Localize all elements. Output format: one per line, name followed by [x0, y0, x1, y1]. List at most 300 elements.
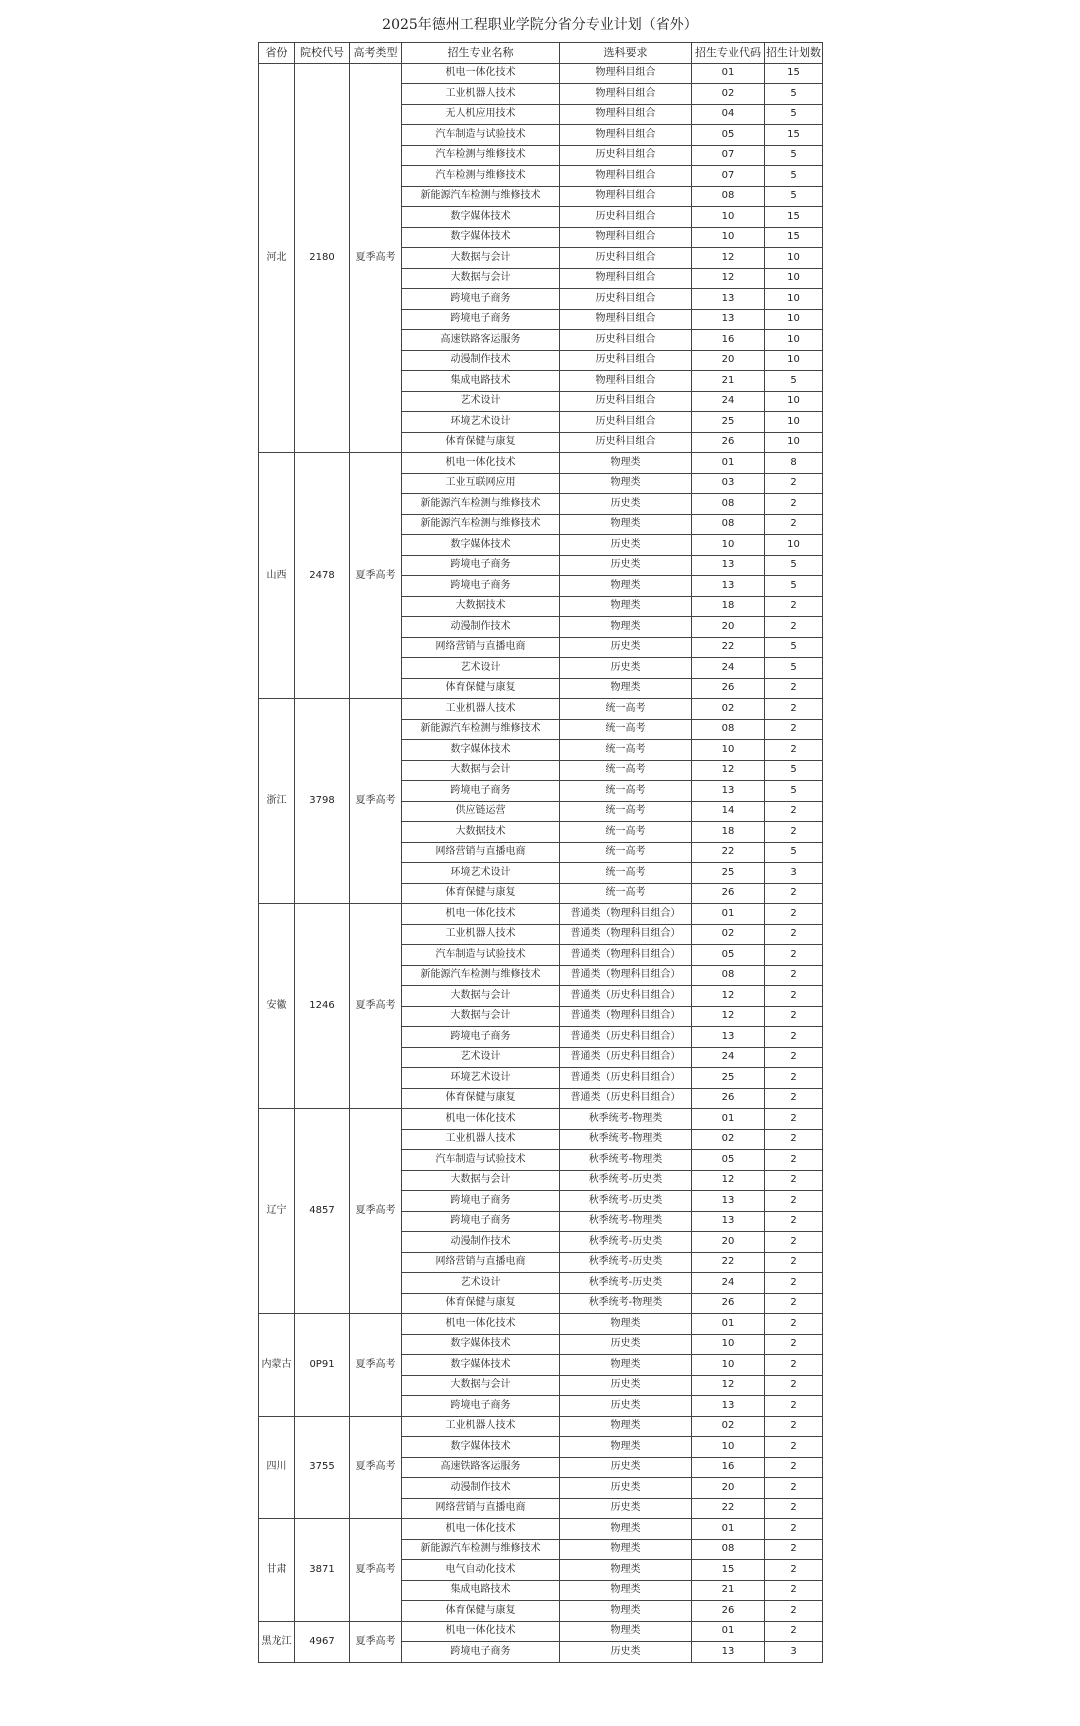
subject-requirement-cell: 统一高考 — [560, 883, 692, 904]
plan-count-cell: 2 — [765, 924, 823, 945]
table-row — [259, 904, 823, 925]
province-cell: 内蒙古 — [259, 1314, 295, 1417]
major-name-cell: 高速铁路客运服务 — [402, 330, 560, 351]
major-code-cell: 13 — [692, 1027, 765, 1048]
major-code-cell: 02 — [692, 699, 765, 720]
header-school-code: 院校代号 — [295, 43, 350, 64]
major-code-cell: 13 — [692, 576, 765, 597]
subject-requirement-cell: 物理科目组合 — [560, 371, 692, 392]
subject-requirement-cell: 历史科目组合 — [560, 207, 692, 228]
major-code-cell: 24 — [692, 391, 765, 412]
major-code-cell: 13 — [692, 309, 765, 330]
major-name-cell: 体育保健与康复 — [402, 1088, 560, 1109]
subject-requirement-cell: 统一高考 — [560, 801, 692, 822]
exam-type-cell: 夏季高考 — [350, 63, 402, 453]
subject-requirement-cell: 统一高考 — [560, 781, 692, 802]
school-code-cell: 4857 — [295, 1109, 350, 1314]
subject-requirement-cell: 历史类 — [560, 1334, 692, 1355]
plan-count-cell: 2 — [765, 719, 823, 740]
table-row — [259, 1621, 823, 1642]
major-code-cell: 05 — [692, 125, 765, 146]
school-code-cell: 2478 — [295, 453, 350, 699]
school-code-cell: 1246 — [295, 904, 350, 1109]
header-row — [259, 43, 823, 64]
table-row — [259, 453, 823, 474]
major-code-cell: 24 — [692, 1047, 765, 1068]
subject-requirement-cell: 物理科目组合 — [560, 186, 692, 207]
plan-count-cell: 2 — [765, 699, 823, 720]
subject-requirement-cell: 物理科目组合 — [560, 84, 692, 105]
subject-requirement-cell: 物理类 — [560, 576, 692, 597]
subject-requirement-cell: 物理类 — [560, 1519, 692, 1540]
major-name-cell: 跨境电子商务 — [402, 289, 560, 310]
subject-requirement-cell: 物理类 — [560, 1580, 692, 1601]
plan-count-cell: 2 — [765, 1601, 823, 1622]
major-name-cell: 大数据与会计 — [402, 986, 560, 1007]
subject-requirement-cell: 普通类（历史科目组合） — [560, 986, 692, 1007]
major-code-cell: 26 — [692, 1293, 765, 1314]
major-code-cell: 25 — [692, 412, 765, 433]
major-code-cell: 13 — [692, 781, 765, 802]
major-code-cell: 02 — [692, 84, 765, 105]
table-row — [259, 1109, 823, 1130]
major-name-cell: 动漫制作技术 — [402, 617, 560, 638]
plan-count-cell: 2 — [765, 1621, 823, 1642]
plan-count-cell: 2 — [765, 1006, 823, 1027]
major-name-cell: 跨境电子商务 — [402, 1191, 560, 1212]
plan-count-cell: 2 — [765, 1539, 823, 1560]
subject-requirement-cell: 统一高考 — [560, 719, 692, 740]
subject-requirement-cell: 历史科目组合 — [560, 350, 692, 371]
major-code-cell: 20 — [692, 1478, 765, 1499]
major-name-cell: 体育保健与康复 — [402, 432, 560, 453]
major-name-cell: 新能源汽车检测与维修技术 — [402, 186, 560, 207]
major-code-cell: 16 — [692, 1457, 765, 1478]
header-exam-type: 高考类型 — [350, 43, 402, 64]
plan-count-cell: 5 — [765, 637, 823, 658]
plan-count-cell: 2 — [765, 1580, 823, 1601]
major-name-cell: 动漫制作技术 — [402, 1478, 560, 1499]
major-code-cell: 08 — [692, 186, 765, 207]
subject-requirement-cell: 秋季统考-物理类 — [560, 1150, 692, 1171]
major-code-cell: 13 — [692, 1396, 765, 1417]
plan-count-cell: 15 — [765, 207, 823, 228]
major-name-cell: 数字媒体技术 — [402, 1334, 560, 1355]
subject-requirement-cell: 历史科目组合 — [560, 248, 692, 269]
plan-count-cell: 10 — [765, 330, 823, 351]
major-name-cell: 机电一体化技术 — [402, 63, 560, 84]
major-name-cell: 大数据技术 — [402, 596, 560, 617]
major-code-cell: 10 — [692, 227, 765, 248]
major-code-cell: 12 — [692, 268, 765, 289]
plan-count-cell: 2 — [765, 1457, 823, 1478]
major-code-cell: 08 — [692, 719, 765, 740]
major-code-cell: 12 — [692, 1006, 765, 1027]
subject-requirement-cell: 秋季统考-历史类 — [560, 1170, 692, 1191]
plan-count-cell: 2 — [765, 1560, 823, 1581]
plan-count-cell: 5 — [765, 84, 823, 105]
plan-count-cell: 2 — [765, 822, 823, 843]
subject-requirement-cell: 历史类 — [560, 1642, 692, 1663]
major-name-cell: 数字媒体技术 — [402, 535, 560, 556]
major-name-cell: 供应链运营 — [402, 801, 560, 822]
plan-count-cell: 8 — [765, 453, 823, 474]
major-code-cell: 13 — [692, 289, 765, 310]
plan-count-cell: 2 — [765, 1129, 823, 1150]
plan-count-cell: 2 — [765, 1396, 823, 1417]
major-code-cell: 16 — [692, 330, 765, 351]
exam-type-cell: 夏季高考 — [350, 1109, 402, 1314]
subject-requirement-cell: 物理科目组合 — [560, 125, 692, 146]
major-code-cell: 12 — [692, 986, 765, 1007]
plan-count-cell: 2 — [765, 617, 823, 638]
major-code-cell: 01 — [692, 1314, 765, 1335]
major-code-cell: 01 — [692, 904, 765, 925]
subject-requirement-cell: 普通类（历史科目组合） — [560, 1047, 692, 1068]
major-name-cell: 机电一体化技术 — [402, 1314, 560, 1335]
plan-count-cell: 2 — [765, 1232, 823, 1253]
plan-count-cell: 2 — [765, 904, 823, 925]
school-code-cell: 0P91 — [295, 1314, 350, 1417]
subject-requirement-cell: 历史类 — [560, 1457, 692, 1478]
subject-requirement-cell: 秋季统考-历史类 — [560, 1252, 692, 1273]
plan-count-cell: 2 — [765, 965, 823, 986]
plan-count-cell: 2 — [765, 1088, 823, 1109]
subject-requirement-cell: 历史科目组合 — [560, 432, 692, 453]
major-name-cell: 无人机应用技术 — [402, 104, 560, 125]
subject-requirement-cell: 历史类 — [560, 494, 692, 515]
subject-requirement-cell: 物理类 — [560, 1621, 692, 1642]
subject-requirement-cell: 普通类（历史科目组合） — [560, 1027, 692, 1048]
plan-count-cell: 5 — [765, 576, 823, 597]
subject-requirement-cell: 物理类 — [560, 1314, 692, 1335]
subject-requirement-cell: 统一高考 — [560, 863, 692, 884]
major-name-cell: 数字媒体技术 — [402, 1437, 560, 1458]
major-name-cell: 跨境电子商务 — [402, 555, 560, 576]
plan-count-cell: 10 — [765, 350, 823, 371]
province-cell: 辽宁 — [259, 1109, 295, 1314]
major-code-cell: 20 — [692, 350, 765, 371]
major-code-cell: 13 — [692, 1642, 765, 1663]
major-name-cell: 机电一体化技术 — [402, 1109, 560, 1130]
plan-count-cell: 10 — [765, 412, 823, 433]
exam-type-cell: 夏季高考 — [350, 453, 402, 699]
major-name-cell: 大数据与会计 — [402, 1006, 560, 1027]
exam-type-cell: 夏季高考 — [350, 1519, 402, 1622]
major-name-cell: 汽车制造与试验技术 — [402, 1150, 560, 1171]
exam-type-cell: 夏季高考 — [350, 904, 402, 1109]
major-code-cell: 10 — [692, 1437, 765, 1458]
plan-count-cell: 10 — [765, 535, 823, 556]
major-name-cell: 环境艺术设计 — [402, 412, 560, 433]
major-code-cell: 25 — [692, 863, 765, 884]
plan-count-cell: 15 — [765, 63, 823, 84]
plan-count-cell: 2 — [765, 1191, 823, 1212]
major-name-cell: 工业机器人技术 — [402, 1416, 560, 1437]
school-code-cell: 3798 — [295, 699, 350, 904]
major-code-cell: 15 — [692, 1560, 765, 1581]
major-code-cell: 14 — [692, 801, 765, 822]
plan-count-cell: 2 — [765, 1252, 823, 1273]
subject-requirement-cell: 普通类（物理科目组合） — [560, 1006, 692, 1027]
major-code-cell: 20 — [692, 1232, 765, 1253]
major-name-cell: 动漫制作技术 — [402, 1232, 560, 1253]
subject-requirement-cell: 物理科目组合 — [560, 309, 692, 330]
major-name-cell: 汽车检测与维修技术 — [402, 145, 560, 166]
header-province: 省份 — [259, 43, 295, 64]
plan-count-cell: 5 — [765, 371, 823, 392]
major-code-cell: 22 — [692, 637, 765, 658]
subject-requirement-cell: 历史科目组合 — [560, 289, 692, 310]
subject-requirement-cell: 物理类 — [560, 1560, 692, 1581]
major-code-cell: 24 — [692, 1273, 765, 1294]
major-code-cell: 25 — [692, 1068, 765, 1089]
subject-requirement-cell: 历史科目组合 — [560, 391, 692, 412]
plan-count-cell: 2 — [765, 1334, 823, 1355]
plan-count-cell: 2 — [765, 1150, 823, 1171]
plan-count-cell: 2 — [765, 986, 823, 1007]
header-major-code: 招生专业代码 — [692, 43, 765, 64]
major-code-cell: 02 — [692, 1416, 765, 1437]
plan-count-cell: 5 — [765, 781, 823, 802]
major-code-cell: 22 — [692, 1252, 765, 1273]
subject-requirement-cell: 秋季统考-历史类 — [560, 1273, 692, 1294]
major-name-cell: 大数据与会计 — [402, 268, 560, 289]
table-row — [259, 1314, 823, 1335]
major-name-cell: 新能源汽车检测与维修技术 — [402, 965, 560, 986]
major-name-cell: 大数据与会计 — [402, 1170, 560, 1191]
major-name-cell: 跨境电子商务 — [402, 309, 560, 330]
subject-requirement-cell: 物理科目组合 — [560, 227, 692, 248]
major-code-cell: 26 — [692, 1601, 765, 1622]
major-name-cell: 机电一体化技术 — [402, 1621, 560, 1642]
province-cell: 黑龙江 — [259, 1621, 295, 1662]
plan-count-cell: 2 — [765, 1478, 823, 1499]
major-name-cell: 集成电路技术 — [402, 1580, 560, 1601]
major-code-cell: 21 — [692, 1580, 765, 1601]
major-name-cell: 大数据技术 — [402, 822, 560, 843]
plan-count-cell: 2 — [765, 1355, 823, 1376]
major-code-cell: 13 — [692, 1191, 765, 1212]
major-code-cell: 02 — [692, 1129, 765, 1150]
plan-count-cell: 5 — [765, 104, 823, 125]
plan-count-cell: 3 — [765, 863, 823, 884]
school-code-cell: 2180 — [295, 63, 350, 453]
header-subject-requirement: 选科要求 — [560, 43, 692, 64]
table-row — [259, 63, 823, 84]
major-name-cell: 高速铁路客运服务 — [402, 1457, 560, 1478]
table-row — [259, 699, 823, 720]
exam-type-cell: 夏季高考 — [350, 1621, 402, 1662]
header-plan-count: 招生计划数 — [765, 43, 823, 64]
subject-requirement-cell: 物理类 — [560, 453, 692, 474]
subject-requirement-cell: 历史类 — [560, 637, 692, 658]
province-cell: 甘肃 — [259, 1519, 295, 1622]
subject-requirement-cell: 历史科目组合 — [560, 412, 692, 433]
plan-count-cell: 2 — [765, 740, 823, 761]
major-name-cell: 跨境电子商务 — [402, 781, 560, 802]
major-code-cell: 08 — [692, 965, 765, 986]
major-code-cell: 26 — [692, 432, 765, 453]
major-name-cell: 大数据与会计 — [402, 1375, 560, 1396]
subject-requirement-cell: 历史类 — [560, 555, 692, 576]
plan-count-cell: 2 — [765, 494, 823, 515]
major-name-cell: 体育保健与康复 — [402, 1601, 560, 1622]
major-name-cell: 大数据与会计 — [402, 760, 560, 781]
major-code-cell: 01 — [692, 453, 765, 474]
document-title: 2025年德州工程职业学院分省分专业计划（省外） — [382, 17, 698, 33]
major-code-cell: 13 — [692, 555, 765, 576]
major-code-cell: 05 — [692, 1150, 765, 1171]
plan-count-cell: 10 — [765, 289, 823, 310]
major-code-cell: 01 — [692, 1109, 765, 1130]
exam-type-cell: 夏季高考 — [350, 1416, 402, 1519]
plan-count-cell: 2 — [765, 945, 823, 966]
major-name-cell: 跨境电子商务 — [402, 1396, 560, 1417]
major-code-cell: 07 — [692, 145, 765, 166]
major-code-cell: 10 — [692, 207, 765, 228]
major-name-cell: 跨境电子商务 — [402, 1211, 560, 1232]
subject-requirement-cell: 秋季统考-物理类 — [560, 1129, 692, 1150]
header-major-name: 招生专业名称 — [402, 43, 560, 64]
major-code-cell: 18 — [692, 822, 765, 843]
major-code-cell: 26 — [692, 883, 765, 904]
major-code-cell: 26 — [692, 1088, 765, 1109]
plan-count-cell: 2 — [765, 1498, 823, 1519]
major-name-cell: 数字媒体技术 — [402, 1355, 560, 1376]
major-code-cell: 12 — [692, 760, 765, 781]
major-code-cell: 08 — [692, 1539, 765, 1560]
subject-requirement-cell: 普通类（物理科目组合） — [560, 924, 692, 945]
subject-requirement-cell: 普通类（物理科目组合） — [560, 945, 692, 966]
table-row — [259, 1519, 823, 1540]
enrollment-plan-table — [258, 42, 823, 1663]
exam-type-cell: 夏季高考 — [350, 1314, 402, 1417]
major-code-cell: 22 — [692, 842, 765, 863]
plan-count-cell: 2 — [765, 473, 823, 494]
major-name-cell: 网络营销与直播电商 — [402, 1252, 560, 1273]
school-code-cell: 4967 — [295, 1621, 350, 1662]
province-cell: 河北 — [259, 63, 295, 453]
subject-requirement-cell: 普通类（物理科目组合） — [560, 965, 692, 986]
major-name-cell: 集成电路技术 — [402, 371, 560, 392]
subject-requirement-cell: 历史类 — [560, 658, 692, 679]
subject-requirement-cell: 物理类 — [560, 1355, 692, 1376]
plan-count-cell: 10 — [765, 391, 823, 412]
major-code-cell: 05 — [692, 945, 765, 966]
plan-count-cell: 5 — [765, 842, 823, 863]
plan-count-cell: 5 — [765, 658, 823, 679]
plan-count-cell: 2 — [765, 678, 823, 699]
plan-count-cell: 2 — [765, 1437, 823, 1458]
major-name-cell: 网络营销与直播电商 — [402, 1498, 560, 1519]
subject-requirement-cell: 物理类 — [560, 678, 692, 699]
subject-requirement-cell: 历史类 — [560, 535, 692, 556]
plan-count-cell: 2 — [765, 1314, 823, 1335]
plan-count-cell: 15 — [765, 227, 823, 248]
major-code-cell: 10 — [692, 1334, 765, 1355]
major-name-cell: 跨境电子商务 — [402, 1642, 560, 1663]
subject-requirement-cell: 统一高考 — [560, 699, 692, 720]
major-code-cell: 01 — [692, 1621, 765, 1642]
plan-count-cell: 2 — [765, 1519, 823, 1540]
major-code-cell: 10 — [692, 535, 765, 556]
table-row — [259, 1416, 823, 1437]
major-name-cell: 动漫制作技术 — [402, 350, 560, 371]
subject-requirement-cell: 统一高考 — [560, 842, 692, 863]
subject-requirement-cell: 历史类 — [560, 1396, 692, 1417]
major-name-cell: 新能源汽车检测与维修技术 — [402, 719, 560, 740]
province-cell: 四川 — [259, 1416, 295, 1519]
major-name-cell: 跨境电子商务 — [402, 1027, 560, 1048]
plan-count-cell: 15 — [765, 125, 823, 146]
major-name-cell: 工业机器人技术 — [402, 699, 560, 720]
major-code-cell: 20 — [692, 617, 765, 638]
subject-requirement-cell: 历史类 — [560, 1478, 692, 1499]
major-name-cell: 机电一体化技术 — [402, 453, 560, 474]
subject-requirement-cell: 统一高考 — [560, 740, 692, 761]
major-name-cell: 跨境电子商务 — [402, 576, 560, 597]
major-code-cell: 04 — [692, 104, 765, 125]
major-name-cell: 体育保健与康复 — [402, 1293, 560, 1314]
subject-requirement-cell: 物理科目组合 — [560, 104, 692, 125]
major-name-cell: 艺术设计 — [402, 1273, 560, 1294]
subject-requirement-cell: 物理科目组合 — [560, 166, 692, 187]
major-name-cell: 艺术设计 — [402, 1047, 560, 1068]
subject-requirement-cell: 物理类 — [560, 1601, 692, 1622]
major-name-cell: 艺术设计 — [402, 658, 560, 679]
major-code-cell: 12 — [692, 1170, 765, 1191]
major-code-cell: 13 — [692, 1211, 765, 1232]
subject-requirement-cell: 秋季统考-历史类 — [560, 1191, 692, 1212]
subject-requirement-cell: 历史类 — [560, 1375, 692, 1396]
major-name-cell: 新能源汽车检测与维修技术 — [402, 494, 560, 515]
subject-requirement-cell: 物理类 — [560, 473, 692, 494]
school-code-cell: 3871 — [295, 1519, 350, 1622]
table-body — [259, 63, 823, 1662]
plan-count-cell: 5 — [765, 145, 823, 166]
subject-requirement-cell: 物理科目组合 — [560, 268, 692, 289]
major-name-cell: 大数据与会计 — [402, 248, 560, 269]
major-name-cell: 工业机器人技术 — [402, 1129, 560, 1150]
major-name-cell: 数字媒体技术 — [402, 227, 560, 248]
plan-count-cell: 10 — [765, 268, 823, 289]
major-code-cell: 10 — [692, 1355, 765, 1376]
plan-count-cell: 5 — [765, 166, 823, 187]
plan-count-cell: 2 — [765, 801, 823, 822]
major-code-cell: 12 — [692, 1375, 765, 1396]
major-name-cell: 体育保健与康复 — [402, 883, 560, 904]
subject-requirement-cell: 普通类（历史科目组合） — [560, 1068, 692, 1089]
plan-count-cell: 2 — [765, 1293, 823, 1314]
major-name-cell: 环境艺术设计 — [402, 1068, 560, 1089]
plan-count-cell: 2 — [765, 1047, 823, 1068]
major-code-cell: 21 — [692, 371, 765, 392]
subject-requirement-cell: 秋季统考-物理类 — [560, 1293, 692, 1314]
subject-requirement-cell: 历史类 — [560, 1498, 692, 1519]
plan-count-cell: 2 — [765, 1416, 823, 1437]
major-name-cell: 网络营销与直播电商 — [402, 842, 560, 863]
subject-requirement-cell: 历史科目组合 — [560, 330, 692, 351]
major-code-cell: 10 — [692, 740, 765, 761]
subject-requirement-cell: 秋季统考-物理类 — [560, 1109, 692, 1130]
major-code-cell: 18 — [692, 596, 765, 617]
subject-requirement-cell: 普通类（物理科目组合） — [560, 904, 692, 925]
plan-count-cell: 2 — [765, 883, 823, 904]
plan-count-cell: 2 — [765, 514, 823, 535]
plan-count-cell: 2 — [765, 1109, 823, 1130]
exam-type-cell: 夏季高考 — [350, 699, 402, 904]
